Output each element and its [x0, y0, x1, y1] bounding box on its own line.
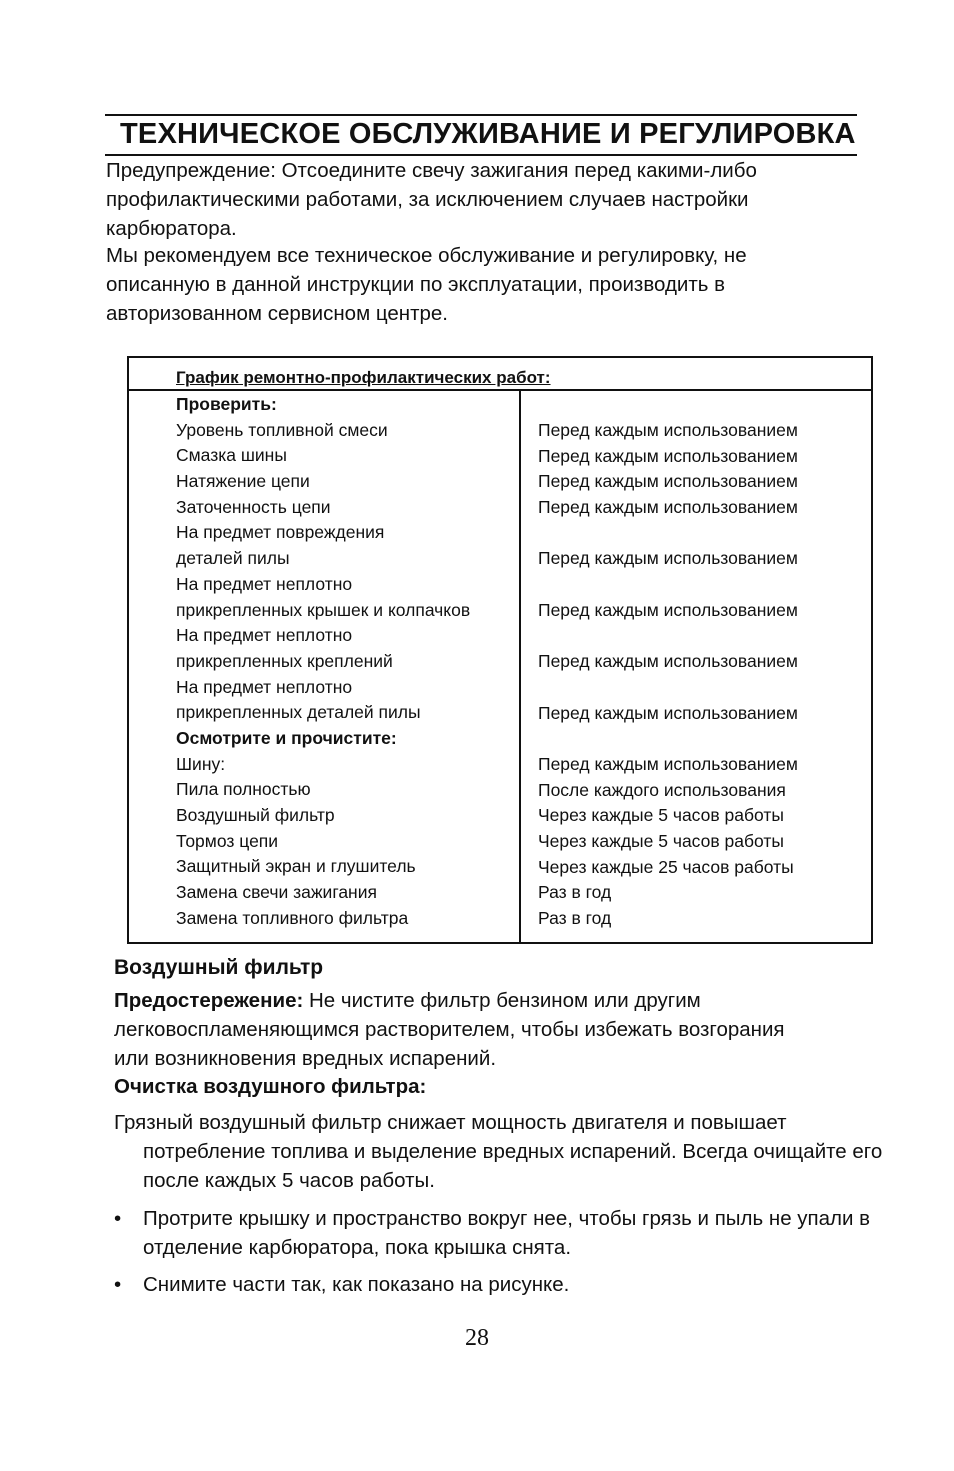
- schedule-interval: Через каждые 5 часов работы: [538, 831, 784, 851]
- schedule-task: Натяжение цепи: [176, 471, 310, 492]
- warning-line: карбюратора.: [106, 217, 237, 240]
- schedule-task: На предмет повреждения: [176, 522, 385, 543]
- warning-line: Предупреждение: Отсоедините свечу зажигания перед какими-либо: [106, 159, 757, 182]
- cleaning-subtitle: Очистка воздушного фильтра:: [114, 1075, 427, 1098]
- schedule-task: прикрепленных креплений: [176, 650, 393, 671]
- maintenance-schedule-table: [127, 356, 873, 944]
- schedule-task: Тормоз цепи: [176, 830, 279, 851]
- schedule-task: На предмет неплотно: [176, 573, 353, 594]
- list-item: [114, 1270, 878, 1299]
- schedule-task: прикрепленных деталей пилы: [176, 702, 421, 723]
- schedule-task: Защитный экран и глушитель: [176, 856, 416, 877]
- schedule-interval: Перед каждым использованием: [538, 599, 798, 620]
- caution-text: или возникновения вредных испарений.: [114, 1047, 497, 1070]
- instructions-list: [114, 1204, 878, 1307]
- schedule-interval: [538, 675, 868, 701]
- heading-rule-top: [105, 114, 857, 116]
- schedule-section-check: Проверить:: [176, 394, 277, 414]
- schedule-interval: Перед каждым использованием: [538, 445, 798, 466]
- schedule-section-inspect-clean: Осмотрите и прочистите:: [176, 727, 397, 748]
- schedule-task: Пила полностью: [176, 779, 311, 800]
- schedule-interval: После каждого использования: [538, 779, 786, 800]
- schedule-interval: Перед каждым использованием: [538, 420, 798, 440]
- recommendation-line: Мы рекомендуем все техническое обслуживание и регулировку, не: [106, 244, 747, 267]
- list-item-text: Протрите крышку и пространство вокруг нее, чтобы грязь и пыль не упали в отделение карбюратора, пока крышка снята.: [143, 1207, 871, 1259]
- recommendation-line: описанную в данной инструкции по эксплуатации, производить в: [106, 273, 726, 296]
- schedule-task: На предмет неплотно: [176, 625, 353, 646]
- schedule-task: Уровень топливной смеси: [176, 419, 388, 440]
- air-filter-title: Воздушный фильтр: [114, 956, 324, 979]
- schedule-interval: [538, 521, 868, 547]
- schedule-column-divider: [519, 389, 521, 942]
- bullet-icon: •: [114, 1207, 122, 1230]
- recommendation-paragraph: [106, 241, 747, 328]
- schedule-intervals-column: [538, 418, 868, 932]
- bullet-icon: •: [114, 1273, 122, 1296]
- schedule-interval: Перед каждым использованием: [538, 753, 798, 774]
- caution-label: Предостережение:: [114, 989, 304, 1012]
- schedule-interval: Перед каждым использованием: [538, 651, 798, 672]
- dirty-filter-paragraph: Грязный воздушный фильтр снижает мощность двигателя и повышает потребление топлива и выделение вредных испарений. Всегда очищайте его после каждых 5 часов работы.: [114, 1111, 883, 1192]
- schedule-interval: Через каждые 25 часов работы: [538, 856, 794, 877]
- schedule-interval: Перед каждым использованием: [538, 548, 798, 569]
- schedule-interval: Перед каждым использованием: [538, 471, 798, 492]
- schedule-tasks-column: [176, 392, 516, 931]
- schedule-task: Заточенность цепи: [176, 496, 331, 517]
- page-title: ТЕХНИЧЕСКОЕ ОБСЛУЖИВАНИЕ И РЕГУЛИРОВКА: [120, 118, 856, 150]
- warning-line: профилактическими работами, за исключением случаев настройки: [106, 188, 749, 211]
- caution-text: Не чистите фильтр бензином или другим: [303, 989, 701, 1012]
- schedule-interval: Через каждые 5 часов работы: [538, 805, 784, 826]
- schedule-task: На предмет неплотно: [176, 676, 353, 697]
- recommendation-line: авторизованном сервисном центре.: [106, 302, 448, 325]
- warning-paragraph: [106, 156, 757, 243]
- caution-text: легковоспламеняющимся растворителем, чтобы избежать возгорания: [114, 1018, 785, 1041]
- schedule-interval: Перед каждым использованием: [538, 497, 798, 518]
- schedule-task: Замена топливного фильтра: [176, 907, 409, 928]
- caution-paragraph: [114, 986, 785, 1073]
- schedule-task: деталей пилы: [176, 548, 290, 569]
- page-number: 28: [465, 1325, 489, 1351]
- schedule-task: Смазка шины: [176, 445, 287, 466]
- list-item-text: Снимите части так, как показано на рисунке.: [143, 1273, 570, 1296]
- list-item: [114, 1204, 878, 1262]
- schedule-interval: [538, 572, 868, 598]
- schedule-header-divider: [129, 389, 871, 391]
- schedule-interval: Раз в год: [538, 908, 612, 929]
- schedule-task: Воздушный фильтр: [176, 805, 335, 825]
- schedule-task: прикрепленных крышек и колпачков: [176, 599, 471, 620]
- schedule-header: График ремонтно-профилактических работ:: [176, 368, 551, 387]
- schedule-task: Замена свечи зажигания: [176, 882, 377, 903]
- schedule-interval: Раз в год: [538, 882, 612, 903]
- schedule-interval: [538, 726, 868, 752]
- schedule-interval: [538, 624, 868, 650]
- schedule-interval: Перед каждым использованием: [538, 702, 798, 723]
- schedule-task: Шину:: [176, 753, 226, 774]
